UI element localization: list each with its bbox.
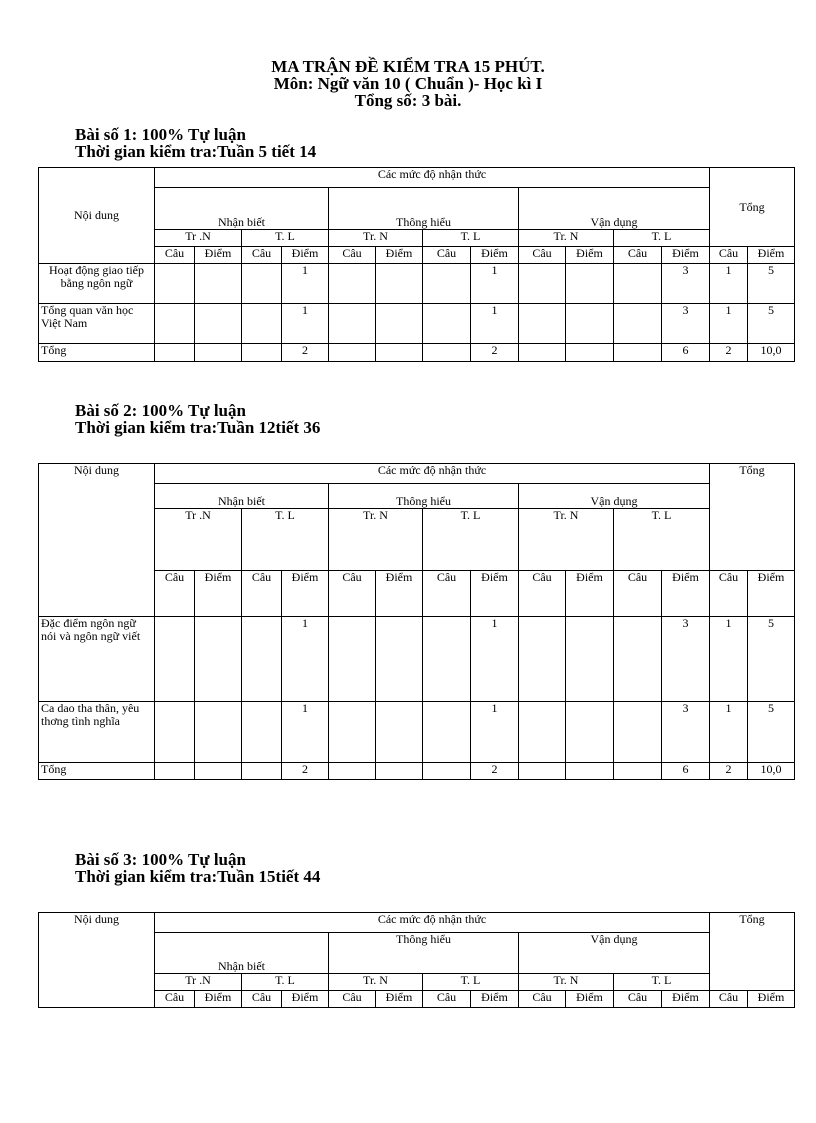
total-label: Tổng xyxy=(39,344,155,362)
vd-tl-diem: 3 xyxy=(662,304,710,344)
vd-tl-diem: 3 xyxy=(662,702,710,763)
col-diem: Điểm xyxy=(748,247,795,264)
col-cau: Câu xyxy=(155,571,195,617)
th-tl-diem: 1 xyxy=(471,617,519,702)
col-diem: Điểm xyxy=(662,571,710,617)
table-row xyxy=(39,264,795,304)
header-thong-hieu: Thông hiểu xyxy=(329,188,519,230)
document-title xyxy=(0,58,816,109)
nb-tl-diem: 1 xyxy=(282,304,329,344)
col-diem: Điểm xyxy=(195,247,242,264)
col-diem: Điểm xyxy=(566,991,614,1008)
section-1-time: Thời gian kiểm tra:Tuần 5 tiết 14 xyxy=(75,142,317,161)
nb-tl-diem: 2 xyxy=(282,344,329,362)
tong-diem: 5 xyxy=(748,617,795,702)
header-vd-trn: Tr. N xyxy=(519,509,614,571)
col-cau: Câu xyxy=(614,247,662,264)
th-tl-diem: 2 xyxy=(471,344,519,362)
section-2-title: Bài số 2: 100% Tự luận xyxy=(75,401,246,420)
header-th-tl: T. L xyxy=(423,230,519,247)
header-noi-dung: Nội dung xyxy=(39,464,155,617)
nb-tl-diem: 2 xyxy=(282,763,329,780)
section-1-title: Bài số 1: 100% Tự luận xyxy=(75,125,246,144)
tong-diem: 10,0 xyxy=(748,344,795,362)
col-diem: Điểm xyxy=(748,571,795,617)
header-tong: Tổng xyxy=(710,913,795,991)
th-tl-diem: 1 xyxy=(471,702,519,763)
section-2-heading xyxy=(75,402,320,436)
header-van-dung: Vận dụng xyxy=(519,933,710,974)
col-cau: Câu xyxy=(423,571,471,617)
header-tong: Tổng xyxy=(710,464,795,571)
nb-tl-diem: 1 xyxy=(282,702,329,763)
tong-cau: 1 xyxy=(710,264,748,304)
col-cau: Câu xyxy=(614,571,662,617)
col-cau: Câu xyxy=(519,571,566,617)
total-label: Tổng xyxy=(39,763,155,780)
section-1-heading xyxy=(75,126,316,160)
col-cau: Câu xyxy=(155,247,195,264)
tong-cau: 2 xyxy=(710,344,748,362)
col-diem: Điểm xyxy=(471,571,519,617)
col-diem: Điểm xyxy=(471,991,519,1008)
tong-diem: 5 xyxy=(748,702,795,763)
col-diem: Điểm xyxy=(195,571,242,617)
header-th-tl: T. L xyxy=(423,509,519,571)
col-diem: Điểm xyxy=(282,247,329,264)
col-diem: Điểm xyxy=(376,991,423,1008)
tong-cau: 1 xyxy=(710,304,748,344)
header-noi-dung: Nội dung xyxy=(39,913,155,1008)
section-3-title: Bài số 3: 100% Tự luận xyxy=(75,850,246,869)
nb-tl-diem: 1 xyxy=(282,617,329,702)
header-vd-tl: T. L xyxy=(614,230,710,247)
header-muc-do: Các mức độ nhận thức xyxy=(155,913,710,933)
th-tl-diem: 1 xyxy=(471,264,519,304)
header-vd-tl: T. L xyxy=(614,509,710,571)
tong-diem: 5 xyxy=(748,304,795,344)
tong-cau: 2 xyxy=(710,763,748,780)
col-cau: Câu xyxy=(423,247,471,264)
col-cau: Câu xyxy=(155,991,195,1008)
header-th-trn: Tr. N xyxy=(329,509,423,571)
header-tong: Tổng xyxy=(710,168,795,247)
header-nb-trn: Tr .N xyxy=(155,230,242,247)
header-th-trn: Tr. N xyxy=(329,974,423,991)
total-row xyxy=(39,763,795,780)
header-nhan-biet: Nhận biết xyxy=(155,188,329,230)
header-muc-do: Các mức độ nhận thức xyxy=(155,168,710,188)
col-cau: Câu xyxy=(519,247,566,264)
tong-cau: 1 xyxy=(710,617,748,702)
col-diem: Điểm xyxy=(282,571,329,617)
table-row xyxy=(39,304,795,344)
col-cau: Câu xyxy=(519,991,566,1008)
col-diem: Điểm xyxy=(566,247,614,264)
th-tl-diem: 2 xyxy=(471,763,519,780)
title-line-2: Môn: Ngữ văn 10 ( Chuẩn )- Học kì I xyxy=(273,74,543,93)
header-nhan-biet: Nhận biết xyxy=(155,484,329,509)
vd-tl-diem: 3 xyxy=(662,264,710,304)
col-diem: Điểm xyxy=(376,247,423,264)
header-noi-dung: Nội dung xyxy=(39,168,155,264)
header-van-dung: Vận dụng xyxy=(519,484,710,509)
col-diem: Điểm xyxy=(376,571,423,617)
col-diem: Điểm xyxy=(282,991,329,1008)
table-row xyxy=(39,702,795,763)
col-cau: Câu xyxy=(242,991,282,1008)
col-diem: Điểm xyxy=(195,991,242,1008)
vd-tl-diem: 6 xyxy=(662,344,710,362)
section-3-time: Thời gian kiểm tra:Tuần 15tiết 44 xyxy=(75,867,321,886)
row-content: Hoạt động giao tiếp bằng ngôn ngữ xyxy=(39,264,155,304)
tong-diem: 5 xyxy=(748,264,795,304)
vd-tl-diem: 6 xyxy=(662,763,710,780)
table-row xyxy=(39,617,795,702)
title-line-1: MA TRẬN ĐỀ KIỂM TRA 15 PHÚT. xyxy=(271,57,545,76)
row-content: Đặc điểm ngôn ngữ nói và ngôn ngữ viết xyxy=(39,617,155,702)
col-cau: Câu xyxy=(329,247,376,264)
col-diem: Điểm xyxy=(662,247,710,264)
section-3-table xyxy=(38,912,795,1008)
col-cau: Câu xyxy=(242,247,282,264)
col-cau: Câu xyxy=(710,247,748,264)
header-thong-hieu: Thông hiểu xyxy=(329,484,519,509)
header-th-tl: T. L xyxy=(423,974,519,991)
col-cau: Câu xyxy=(423,991,471,1008)
section-2-table xyxy=(38,463,795,780)
row-content: Tổng quan văn học Việt Nam xyxy=(39,304,155,344)
col-cau: Câu xyxy=(614,991,662,1008)
header-nb-tl: T. L xyxy=(242,230,329,247)
row-content: Ca dao tha thân, yêu thơng tình nghĩa xyxy=(39,702,155,763)
header-nb-trn: Tr .N xyxy=(155,974,242,991)
section-2-time: Thời gian kiểm tra:Tuần 12tiết 36 xyxy=(75,418,321,437)
header-nb-trn: Tr .N xyxy=(155,509,242,571)
col-diem: Điểm xyxy=(662,991,710,1008)
nb-tl-diem: 1 xyxy=(282,264,329,304)
header-th-trn: Tr. N xyxy=(329,230,423,247)
title-line-3: Tổng số: 3 bài. xyxy=(354,91,462,110)
tong-diem: 10,0 xyxy=(748,763,795,780)
section-3-heading xyxy=(75,851,320,885)
col-cau: Câu xyxy=(242,571,282,617)
col-cau: Câu xyxy=(710,571,748,617)
col-cau: Câu xyxy=(710,991,748,1008)
tong-cau: 1 xyxy=(710,702,748,763)
col-cau: Câu xyxy=(329,571,376,617)
header-vd-trn: Tr. N xyxy=(519,974,614,991)
header-vd-tl: T. L xyxy=(614,974,710,991)
col-diem: Điểm xyxy=(471,247,519,264)
header-nb-tl: T. L xyxy=(242,974,329,991)
header-nb-tl: T. L xyxy=(242,509,329,571)
col-diem: Điểm xyxy=(748,991,795,1008)
total-row xyxy=(39,344,795,362)
col-diem: Điểm xyxy=(566,571,614,617)
header-van-dung: Vận dụng xyxy=(519,188,710,230)
section-1-table xyxy=(38,167,795,362)
header-vd-trn: Tr. N xyxy=(519,230,614,247)
header-thong-hieu: Thông hiểu xyxy=(329,933,519,974)
th-tl-diem: 1 xyxy=(471,304,519,344)
header-nhan-biet: Nhận biết xyxy=(155,933,329,974)
col-cau: Câu xyxy=(329,991,376,1008)
header-muc-do: Các mức độ nhận thức xyxy=(155,464,710,484)
vd-tl-diem: 3 xyxy=(662,617,710,702)
